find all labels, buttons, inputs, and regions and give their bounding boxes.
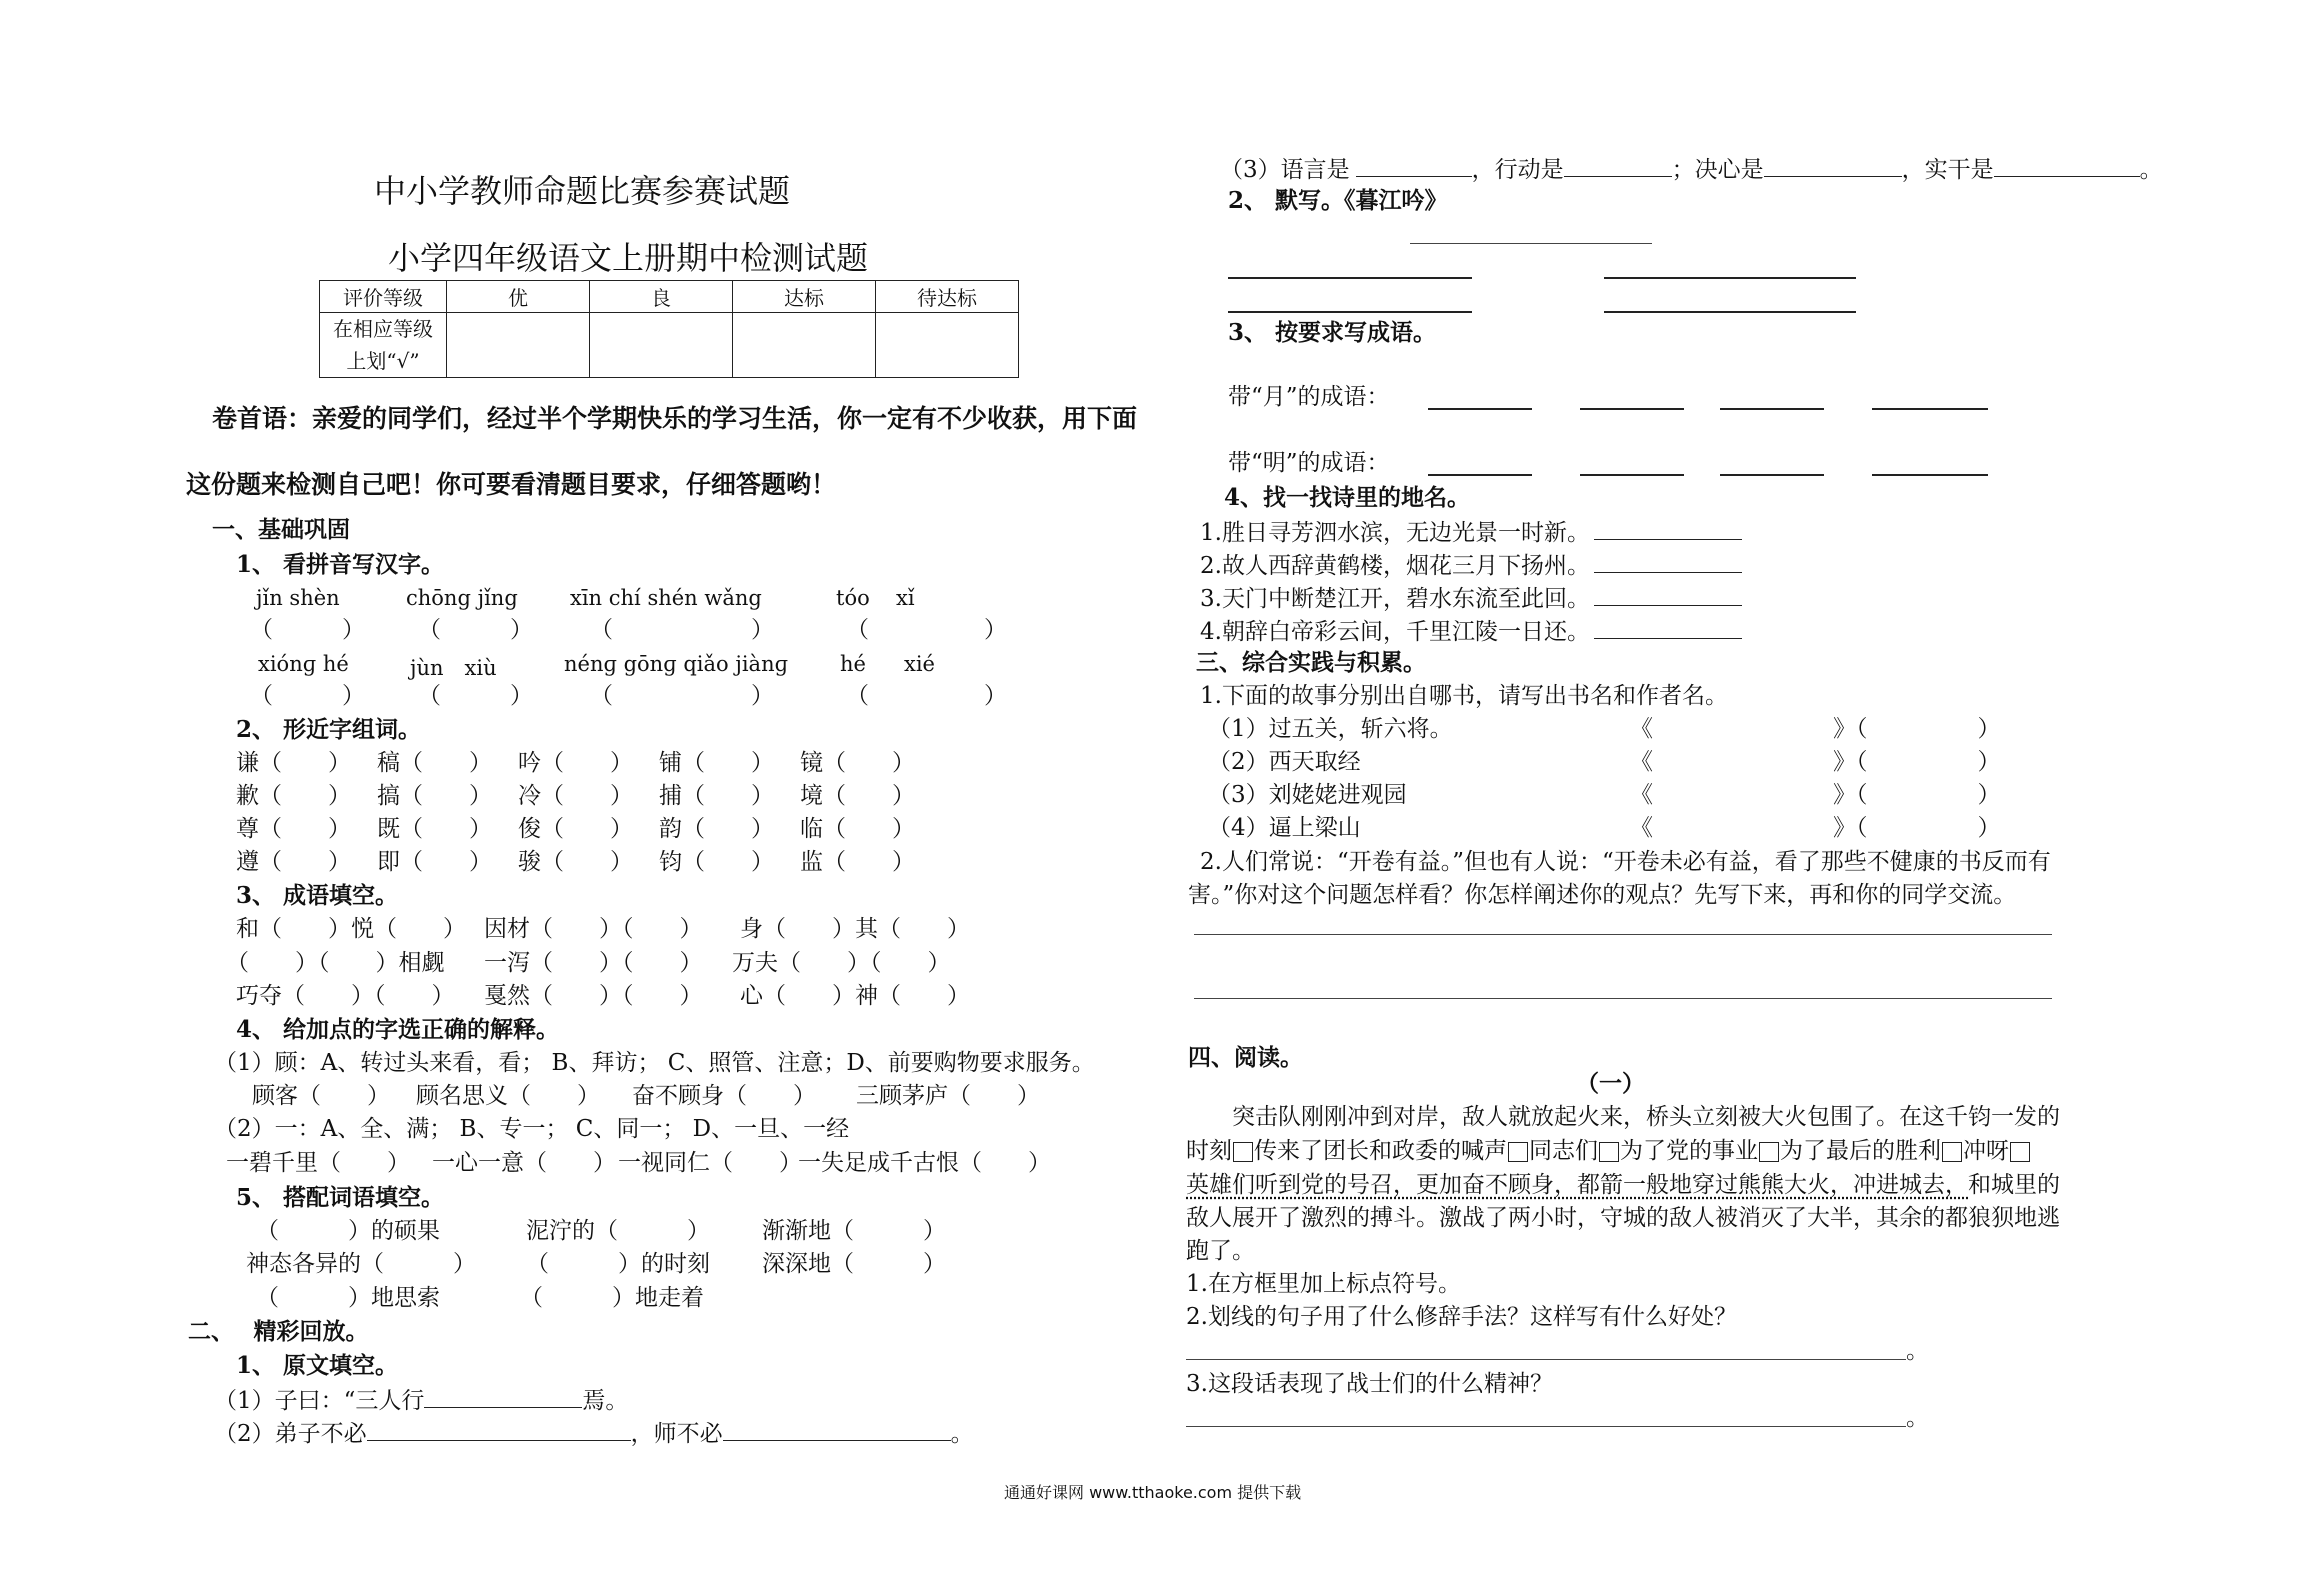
collocation-fill[interactable]: （ ）的硕果 (256, 1218, 440, 1244)
collocation-fill[interactable]: 泥泞的（ ） (526, 1218, 710, 1244)
eval-header-cell: 评价等级 (320, 281, 447, 313)
meaning-choice[interactable]: 一心一意（ ） (432, 1150, 616, 1176)
reading-paragraph-line: 时刻 传来了团长和政委的喊声 同志们 为了党的事业 为了最后的胜利 冲呀 (1186, 1140, 2031, 1163)
answer-paren[interactable]: （ ） (418, 683, 533, 709)
reading-paragraph-line: 敌人展开了激烈的搏斗。激战了两小时，守城的敌人被消灭了大半，其余的都狼狈地逃 (1186, 1205, 2060, 1231)
punctuation-box[interactable] (1508, 1142, 1528, 1162)
period-mark: 。 (1906, 1405, 1929, 1431)
book-answer[interactable]: 《 》（ ） (1630, 782, 2001, 808)
idiom-fill[interactable]: 万夫（ ）（ ） (732, 950, 951, 976)
story-label: （1）过五关，斩六将。 (1208, 716, 1453, 742)
answer-paren[interactable]: （ ） (418, 617, 533, 643)
pinyin: jùn xiù (410, 656, 497, 680)
idiom-answer-line[interactable] (1428, 408, 1532, 410)
pinyin: xiónɡ hé (258, 652, 349, 676)
idiom-fill[interactable]: 心（ ）神（ ） (740, 983, 970, 1009)
idiom-fill[interactable]: 一泻（ ）（ ） (484, 950, 703, 976)
pinyin: tóo (836, 586, 870, 610)
eval-cell-dabiao[interactable] (733, 313, 876, 378)
question-2-4: 4、找一找诗里的地名。 (1224, 484, 1471, 511)
recite-line-1[interactable]: （1）子曰：“三人行 焉。 (214, 1388, 629, 1414)
meaning-choice[interactable]: 三顾茅庐（ ） (856, 1083, 1040, 1109)
evaluation-table (319, 280, 1019, 378)
idiom-answer-line[interactable] (1872, 408, 1988, 410)
question-1-2: 2、 形近字组词。 (236, 716, 422, 743)
section-3-question-1: 1.下面的故事分别出自哪书，请写出书名和作者名。 (1200, 683, 1728, 709)
meaning-choice[interactable]: 顾客（ ） (252, 1083, 390, 1109)
collocation-fill[interactable]: 渐渐地（ ） (762, 1218, 946, 1244)
poem-place-item[interactable]: 4.朝辞白帝彩云间，千里江陵一日还。 (1200, 618, 1742, 644)
question-2-2: 2、 默写。《暮江吟》 (1228, 187, 1448, 214)
answer-paren[interactable]: （ ） (846, 617, 1007, 643)
eval-cell-liang[interactable] (590, 313, 733, 378)
recite-line-3[interactable]: （3）语言是 ，行动是 ；决心是 ，实干是 。 (1220, 157, 2163, 183)
section-2-heading: 二、 精彩回放。 (188, 1318, 369, 1345)
pinyin: xié (904, 652, 935, 676)
idiom-bright-label: 带“明”的成语： (1228, 450, 1390, 476)
punctuation-box[interactable] (1942, 1142, 1962, 1162)
eval-cell-you[interactable] (447, 313, 590, 378)
answer-paren[interactable]: （ ） (250, 617, 365, 643)
question-1-4-part-1: （1）顾：A、转过头来看，看； B、拜访； C、照管、注意；D、前要购物要求服务。 (214, 1050, 1095, 1076)
collocation-fill[interactable]: （ ）的时刻 (526, 1251, 710, 1277)
idiom-fill[interactable]: （ ）（ ）相觑 (226, 950, 445, 976)
answer-paren[interactable]: （ ） (846, 683, 1007, 709)
reading-answer-line[interactable] (1186, 1426, 1906, 1427)
story-label: （2）西天取经 (1208, 749, 1361, 775)
section-3-question-2-line-1: 2.人们常说：“开卷有益。”但也有人说：“开卷未必有益，看了那些不健康的书反而有 (1200, 849, 2051, 875)
idiom-answer-line[interactable] (1720, 408, 1824, 410)
meaning-choice[interactable]: 一碧千里（ ） (226, 1150, 410, 1176)
book-answer[interactable]: 《 》（ ） (1630, 749, 2001, 775)
reading-title: （一） (1576, 1070, 1645, 1097)
idiom-fill[interactable]: 和（ ）悦（ ） (236, 916, 466, 942)
answer-paren[interactable]: （ ） (590, 617, 774, 643)
reading-answer-line[interactable] (1186, 1359, 1906, 1360)
reading-question-1: 1.在方框里加上标点符号。 (1186, 1271, 1461, 1297)
poem-place-item[interactable]: 1.胜日寻芳泗水滨，无边光景一时新。 (1200, 519, 1742, 545)
eval-header-cell: 达标 (733, 281, 876, 313)
section-3-question-2-line-2: 害。”你对这个问题怎样看？你怎样阐述你的观点？先写下来，再和你的同学交流。 (1188, 882, 2017, 908)
pinyin: xīn chí shén wǎng (570, 586, 762, 610)
poem-place-item[interactable]: 2.故人西辞黄鹤楼，烟花三月下扬州。 (1200, 552, 1742, 578)
word-group-row[interactable]: 歉（ ） 搞（ ） 冷（ ） 捕（ ） 境（ ） (236, 783, 915, 809)
essay-answer-line[interactable] (1194, 998, 2052, 999)
eval-header-cell: 优 (447, 281, 590, 313)
book-answer[interactable]: 《 》（ ） (1630, 716, 2001, 742)
footer-source: 通通好课网 www.tthaoke.com 提供下载 (1004, 1483, 1302, 1502)
book-answer[interactable]: 《 》（ ） (1630, 815, 2001, 841)
preface-line-2: 这份题来检测自己吧！你可要看清题目要求，仔细答题哟！ (186, 470, 837, 499)
idiom-fill[interactable]: 巧夺（ ）（ ） (236, 983, 455, 1009)
punctuation-box[interactable] (1759, 1142, 1779, 1162)
section-1-heading: 一、基础巩固 (212, 516, 350, 543)
eval-cell-daidabiao[interactable] (876, 313, 1019, 378)
period-mark: 。 (1906, 1338, 1929, 1364)
question-2-3: 3、 按要求写成语。 (1228, 319, 1437, 346)
poem-line[interactable] (1228, 277, 1472, 279)
idiom-answer-line[interactable] (1720, 474, 1824, 476)
pinyin: nénɡ gōnɡ qiǎo jiànɡ (564, 652, 789, 676)
answer-paren[interactable]: （ ） (250, 683, 365, 709)
question-1-4-part-2: （2）一：A、全、满； B、专一； C、同一； D、一旦、一经 (214, 1116, 850, 1142)
reading-paragraph-line: 突击队刚刚冲到对岸，敌人就放起火来，桥头立刻被大火包围了。在这千钧一发的 (1232, 1104, 2060, 1130)
collocation-fill[interactable]: 神态各异的（ ） (246, 1251, 476, 1277)
idiom-answer-line[interactable] (1872, 474, 1988, 476)
collocation-fill[interactable]: （ ）地思索 (256, 1285, 440, 1311)
idiom-moon-label: 带“月”的成语： (1228, 384, 1390, 410)
reading-question-3: 3.这段话表现了战士们的什么精神？ (1186, 1371, 1553, 1397)
section-3-heading: 三、综合实践与积累。 (1196, 649, 1426, 676)
reading-paragraph-line: 跑了。 (1186, 1238, 1255, 1264)
exam-subtitle: 小学四年级语文上册期中检测试题 (388, 239, 869, 277)
pinyin: hé (840, 652, 866, 676)
poem-place-item[interactable]: 3.天门中断楚江开，碧水东流至此回。 (1200, 585, 1742, 611)
eval-row-label: 在相应等级 上划“√” (320, 313, 447, 378)
essay-answer-line[interactable] (1194, 934, 2052, 935)
preface-line-1: 卷首语：亲爱的同学们，经过半个学期快乐的学习生活，你一定有不少收获，用下面 (212, 404, 1138, 433)
idiom-answer-line[interactable] (1428, 474, 1532, 476)
idiom-answer-line[interactable] (1580, 408, 1684, 410)
reading-question-2: 2.划线的句子用了什么修辞手法？这样写有什么好处？ (1186, 1304, 1737, 1330)
pinyin: xǐ (896, 586, 915, 610)
question-1-3: 3、 成语填空。 (236, 882, 399, 909)
exam-title: 中小学教师命题比赛参赛试题 (374, 172, 791, 210)
question-2-1: 1、 原文填空。 (236, 1352, 399, 1379)
poem-line[interactable] (1604, 277, 1856, 279)
section-4-heading: 四、阅读。 (1188, 1044, 1303, 1071)
idiom-fill[interactable]: 身（ ）其（ ） (740, 916, 970, 942)
recite-line-2[interactable]: （2）弟子不必 ，师不必 。 (214, 1421, 974, 1447)
idiom-fill[interactable]: 戛然（ ）（ ） (484, 983, 703, 1009)
punctuation-box[interactable] (1233, 1142, 1253, 1162)
meaning-choice[interactable]: 一失足成千古恨（ ） (798, 1150, 1051, 1176)
poem-title-line[interactable] (1410, 243, 1652, 244)
meaning-choice[interactable]: 顾名思义（ ） (416, 1083, 600, 1109)
meaning-choice[interactable]: 奋不顾身（ ） (632, 1083, 816, 1109)
word-group-row[interactable]: 遵（ ） 即（ ） 骏（ ） 钧（ ） 监（ ） (236, 849, 915, 875)
poem-line[interactable] (1228, 311, 1472, 313)
punctuation-box[interactable] (2010, 1142, 2030, 1162)
collocation-fill[interactable]: 深深地（ ） (762, 1251, 946, 1277)
collocation-fill[interactable]: （ ）地走着 (520, 1285, 704, 1311)
word-group-row[interactable]: 尊（ ） 既（ ） 俊（ ） 韵（ ） 临（ ） (236, 816, 915, 842)
idiom-fill[interactable]: 因材（ ）（ ） (484, 916, 703, 942)
answer-paren[interactable]: （ ） (590, 683, 774, 709)
question-1-1: 1、 看拼音写汉字。 (236, 551, 445, 578)
pinyin: jǐn shèn (256, 586, 340, 610)
eval-header-cell: 待达标 (876, 281, 1019, 313)
poem-line[interactable] (1604, 311, 1856, 313)
story-label: （3）刘姥姥进观园 (1208, 782, 1407, 808)
question-1-5: 5、 搭配词语填空。 (236, 1184, 445, 1211)
underlined-sentence: 英雄们听到党的号召，更加奋不顾身，都箭一般地穿过熊熊大火，冲进城去， (1186, 1172, 1968, 1198)
punctuation-box[interactable] (1599, 1142, 1619, 1162)
pinyin: chōng jǐng (406, 586, 518, 610)
question-1-4: 4、 给加点的字选正确的解释。 (236, 1016, 560, 1043)
meaning-choice[interactable]: 一视同仁（ ） (618, 1150, 802, 1176)
story-label: （4）逼上梁山 (1208, 815, 1361, 841)
eval-header-cell: 良 (590, 281, 733, 313)
word-group-row[interactable]: 谦（ ） 稿（ ） 吟（ ） 铺（ ） 镜（ ） (236, 750, 915, 776)
idiom-answer-line[interactable] (1580, 474, 1684, 476)
reading-paragraph-line: 英雄们听到党的号召，更加奋不顾身，都箭一般地穿过熊熊大火，冲进城去，和城里的 (1186, 1172, 2060, 1198)
